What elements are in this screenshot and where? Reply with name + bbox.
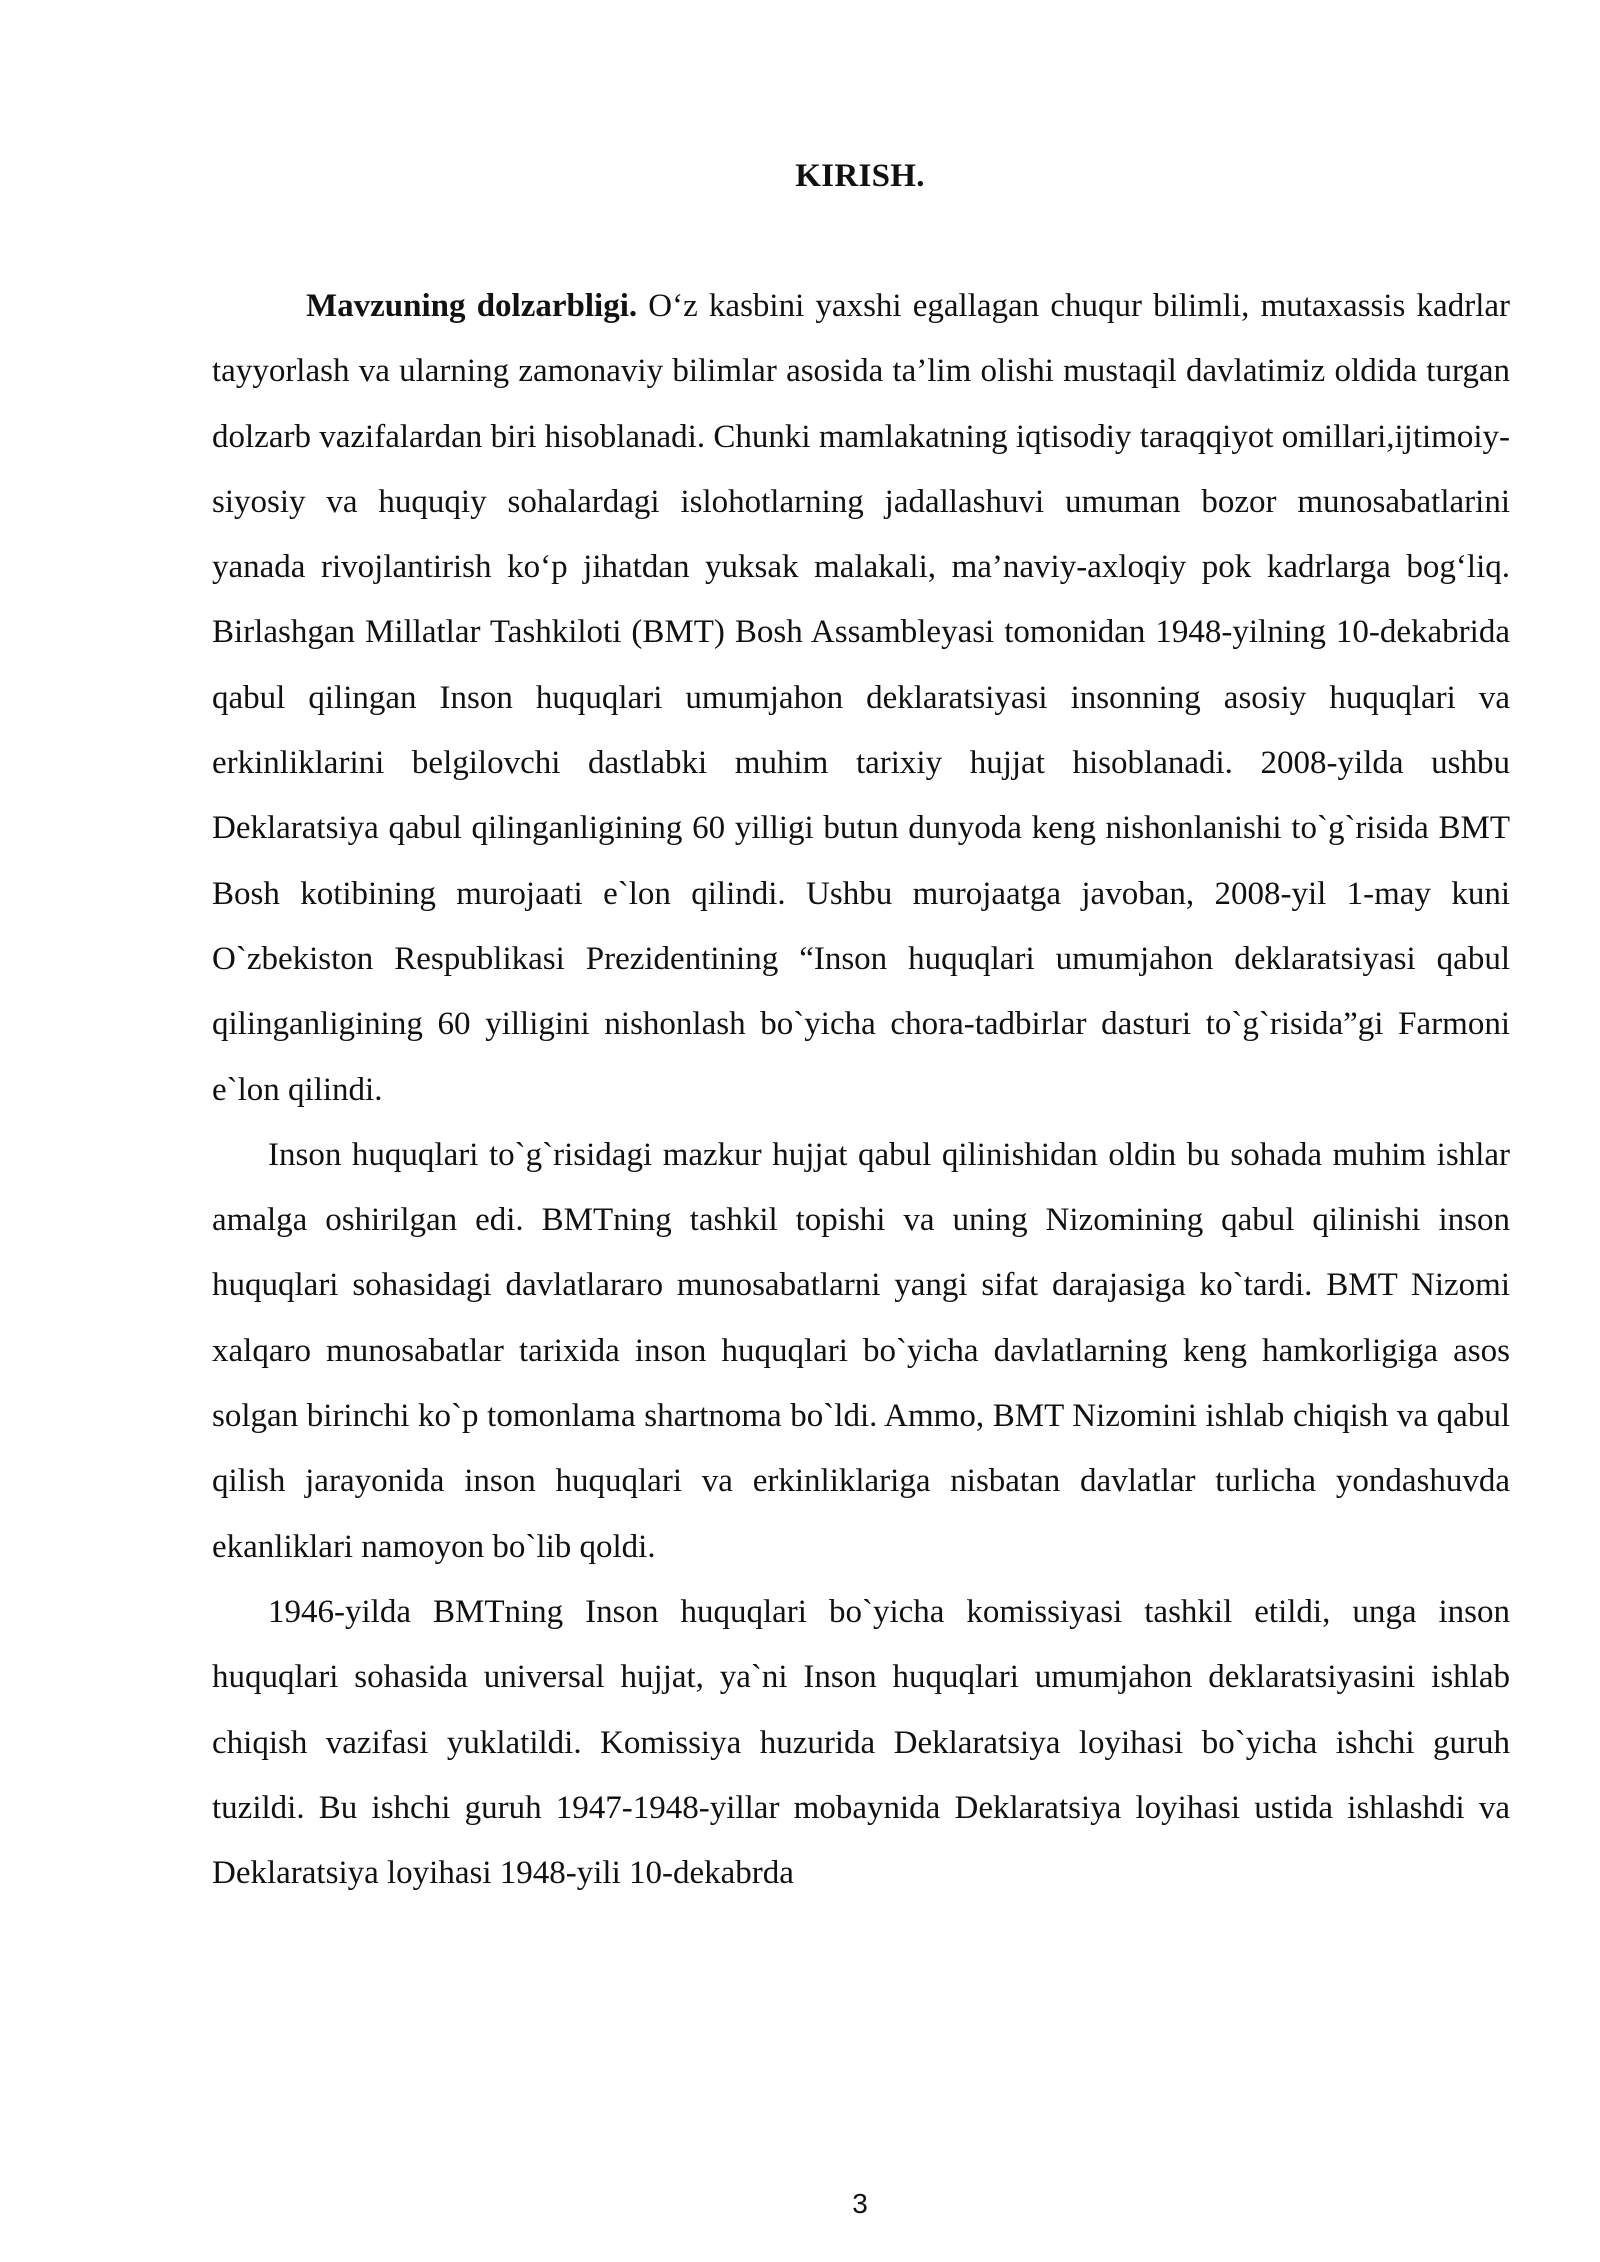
paragraph-1-text: O‘z kasbini yaxshi egallagan chuqur bilimli, mutaxassis kadrlar tayyorlash va ularning zamonaviy bilimlar asosida ta’lim olishi mustaqil davlatimiz oldida turgan dolzarb vazifalardan biri hisoblanadi. Chunki mamlakatning iqtisodiy taraqqiyot omillari,ijtimoiy-siyosiy va huquqiy sohalardagi islohotlarning jadallashuvi umuman bozor munosabatlarini yanada rivojlantirish ko‘p jihatdan yuksak malakali, ma’naviy-axloqiy pok kadrlarga bog‘liq. Birlashgan Millatlar Tashkiloti (BMT) Bosh Assambleyasi tomonidan 1948-yilning 10-dekabrida qabul qilingan Inson huquqlari umumjahon deklaratsiyasi insonning asosiy huquqlari va erkinliklarini belgilovchi dastlabki muhim tarixiy hujjat hisoblanadi. 2008-yilda ushbu Deklaratsiya qabul qilinganligining 60 yilligi butun dunyoda keng nishonlanishi to`g`risida BMT Bosh kotibining murojaati e`lon qilindi. Ushbu murojaatga javoban, 2008-yil 1-may kuni O`zbekiston Respublikasi Prezidentining “Inson huquqlari umumjahon deklaratsiyasi qabul qilinganligining 60 yilligini nishonlash bo`yicha chora-tadbirlar dasturi to`g`risida”gi Farmoni e`lon qilindi. xyxy=(212,288,1510,1108)
paragraph-1 xyxy=(212,274,1510,1123)
page-number: 3 xyxy=(852,2188,868,2219)
paragraph-2: Inson huquqlari to`g`risidagi mazkur hujjat qabul qilinishidan oldin bu sohada muhim ishlar amalga oshirilgan edi. BMTning tashkil topishi va uning Nizomining qabul qilinishi inson huquqlari sohasidagi davlatlararo munosabatlarni yangi sifat darajasiga ko`tardi. BMT Nizomi xalqaro munosabatlar tarixida inson huquqlari bo`yicha davlatlarning keng hamkorligiga asos solgan birinchi ko`p tomonlama shartnoma bo`ldi. Ammo, BMT Nizomini ishlab chiqish va qabul qilish jarayonida inson huquqlari va erkinliklariga nisbatan davlatlar turlicha yondashuvda ekanliklari namoyon bo`lib qoldi. xyxy=(212,1136,1510,1565)
page-title: KIRISH. xyxy=(795,158,925,194)
paragraph-3: 1946-yilda BMTning Inson huquqlari bo`yicha komissiyasi tashkil etildi, unga inson huquqlari sohasida universal hujjat, ya`ni Inson huquqlari umumjahon deklaratsiyasini ishlab chiqish vazifasi yuklatildi. Komissiya huzurida Deklaratsiya loyihasi bo`yicha ishchi guruh tuzildi. Bu ishchi guruh 1947-1948-yillar mobaynida Deklaratsiya loyihasi ustida ishlashdi va Deklaratsiya loyihasi 1948-yili 10-dekabrda xyxy=(212,1593,1510,1892)
body-text xyxy=(212,274,1510,1906)
paragraph-1-lead: Mavzuning dolzarbligi. xyxy=(306,288,638,324)
